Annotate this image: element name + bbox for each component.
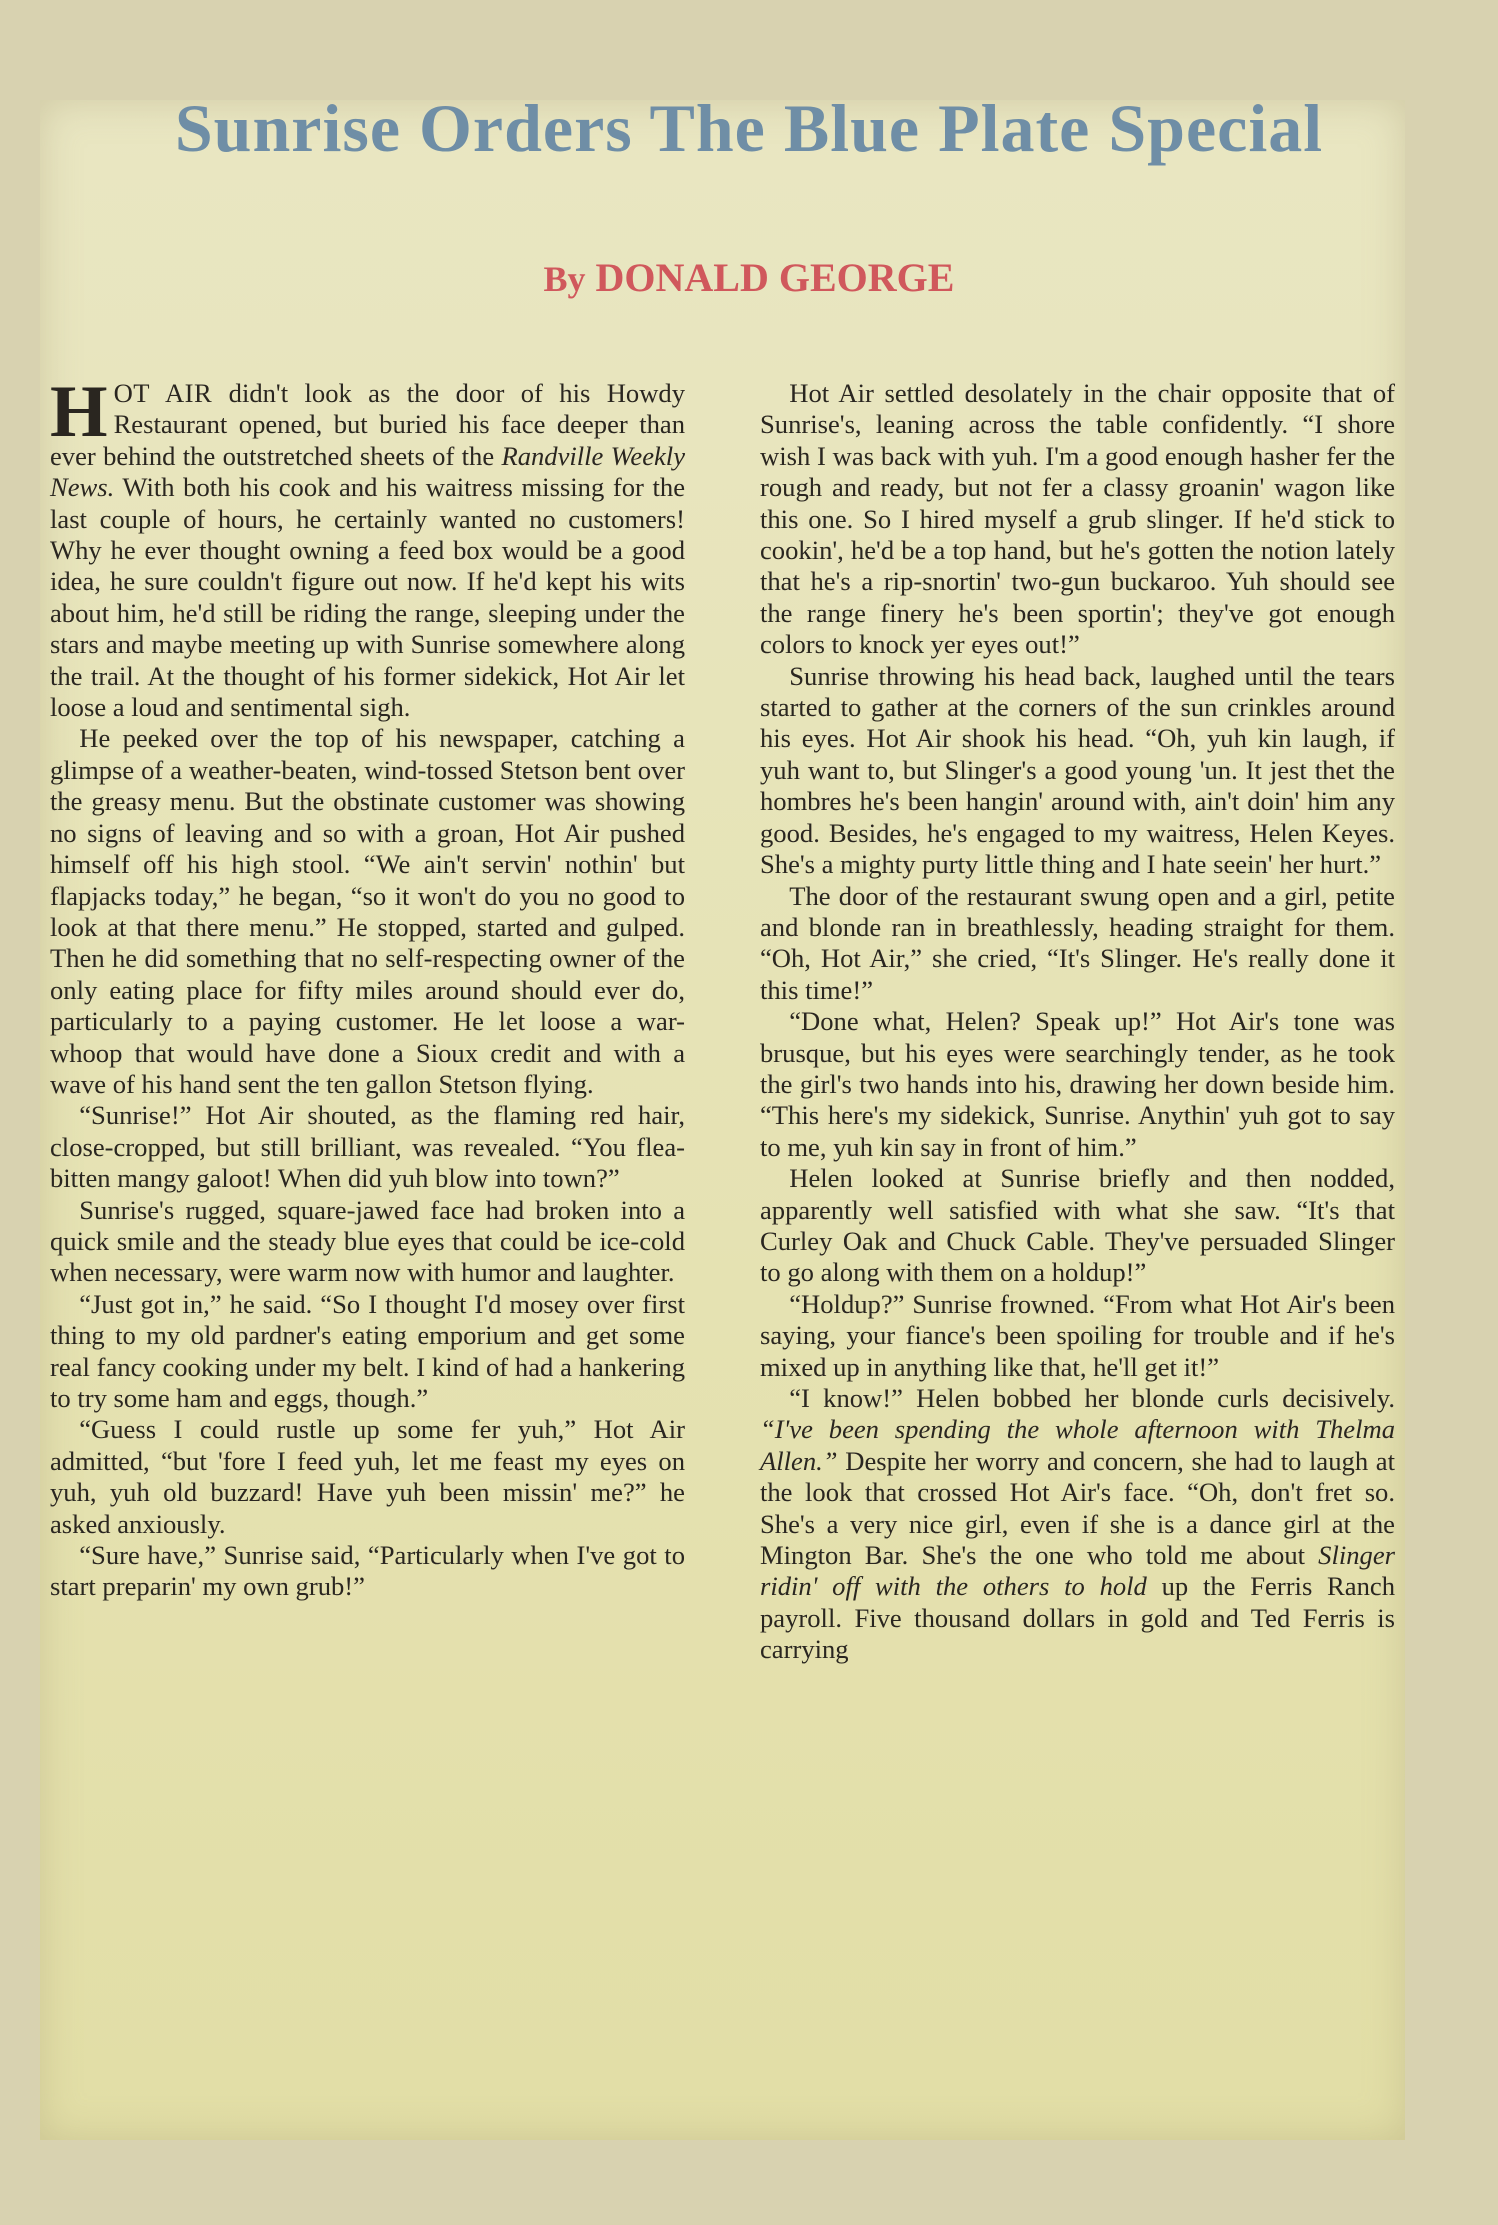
paragraph: Sunrise's rugged, square-jawed face had broken into a quick smile and the steady blue eyes that could be ice-cold when necessary, were warm now with humor and laughter. xyxy=(50,1194,685,1288)
paragraph-text: didn't look as the door of his Howdy Restaurant opened, but buried his face deeper than ever behind the outstretched sheets of the xyxy=(50,378,685,471)
paragraph: “Guess I could rustle up some fer yuh,” Hot Air admitted, “but 'fore I feed yuh, let me feast my eyes on yuh, yuh old buzzard! Have yuh been missin' me?” he asked anxiously. xyxy=(50,1414,685,1539)
paragraph-text: Despite her worry and concern, she had to laugh at the look that crossed Hot Air's face. “Oh, don't fret so. She's a very nice girl, even if she is a dance girl at the Mington Bar. She's the one who told me about xyxy=(760,1445,1395,1571)
paragraph: “Sunrise!” Hot Air shouted, as the flaming red hair, close-cropped, but still brilliant, was revealed. “You flea-bitten mangy galoot! When did yuh blow into town?” xyxy=(50,1100,685,1194)
paragraph: The door of the restaurant swung open and a girl, petite and blonde ran in breathlessly, heading straight for them. “Oh, Hot Air,” she cried, “It's Slinger. He's really done it this time!” xyxy=(760,880,1395,1005)
paragraph: Hot Air settled desolately in the chair opposite that of Sunrise's, leaning across the table confidently. “I shore wish I was back with yuh. I'm a good enough hasher fer the rough and ready, but not fer a classy groanin' wagon like this one. So I hired myself a grub slinger. If he'd stick to cookin', he'd be a top hand, but he's gotten the notion lately that he's a rip-snortin' two-gun buckaroo. Yuh should see the range finery he's been sportin'; they've got enough colors to knock yer eyes out!” xyxy=(760,378,1395,660)
byline-by: By xyxy=(543,259,586,299)
paragraph xyxy=(50,371,685,723)
story-title: Sunrise Orders The Blue Plate Special xyxy=(174,90,1324,166)
paragraph: “Done what, Helen? Speak up!” Hot Air's tone was brusque, but his eyes were searchingly tender, as he took the girl's two hands into his, drawing her down beside him. “This here's my sidekick, Sunrise. Anythin' yuh got to say to me, yuh kin say in front of him.” xyxy=(760,1006,1395,1162)
paragraph-text: “I know!” Helen bobbed her blonde curls decisively. xyxy=(789,1383,1395,1413)
paragraph: Helen looked at Sunrise briefly and then nodded, apparently well satisfied with what she saw. “It's that Curley Oak and Chuck Cable. They've persuaded Slinger to go along with them on a holdup!” xyxy=(760,1163,1395,1288)
right-column xyxy=(760,378,1395,1666)
drop-cap: H xyxy=(50,371,108,453)
italic-text: Slinger ridin' off with the others to hold xyxy=(760,1540,1395,1602)
newspaper-name: Randville Weekly News. xyxy=(50,440,685,503)
paragraph: “Just got in,” he said. “So I thought I'd mosey over first thing to my old pardner's eating emporium and get some real fancy cooking under my belt. I kind of had a hankering to try some ham and eggs, though.” xyxy=(50,1288,685,1413)
small-caps-lead: OT AIR xyxy=(113,378,213,408)
paragraph: “Holdup?” Sunrise frowned. “From what Hot Air's been saying, your fiance's been spoiling for trouble and if he's mixed up in anything like that, he'll get it!” xyxy=(760,1288,1395,1382)
paragraph xyxy=(760,1383,1395,1666)
paragraph-text: With both his cook and his waitress missing for the last couple of hours, he certainly wanted no customers! Why he ever thought owning a feed box would be a good idea, he sure couldn't figure out now. If he'd kept his wits about him, he'd still be riding the range, sleeping under the stars and maybe meeting up with Sunrise somewhere along the trail. At the thought of his former sidekick, Hot Air let loose a loud and sentimental sigh. xyxy=(50,472,685,723)
paragraph: Sunrise throwing his head back, laughed until the tears started to gather at the corners of the sun crinkles around his eyes. Hot Air shook his head. “Oh, yuh kin laugh, if yuh want to, but Slinger's a good young 'un. It jest thet the hombres he's been hangin' around with, ain't doin' him any good. Besides, he's engaged to my waitress, Helen Keyes. She's a mighty purty little thing and I hate seein' her hurt.” xyxy=(760,660,1395,880)
byline xyxy=(0,255,1498,300)
paragraph: He peeked over the top of his newspaper, catching a glimpse of a weather-beaten, wind-tossed Stetson bent over the greasy menu. But the obstinate customer was showing no signs of leaving and so with a groan, Hot Air pushed himself off his high stool. “We ain't servin' nothin' but flapjacks today,” he began, “so it won't do you no good to look at that there menu.” He stopped, started and gulped. Then he did something that no self-respecting owner of the only eating place for fifty miles around should ever do, particularly to a paying customer. He let loose a war-whoop that would have done a Sioux credit and with a wave of his hand sent the ten gallon Stetson flying. xyxy=(50,723,685,1099)
paragraph-text: up the Ferris Ranch payroll. Five thousand dollars in gold and Ted Ferris is carrying xyxy=(760,1571,1395,1665)
italic-text: “I've been spending the whole afternoon with Thelma Allen.” xyxy=(760,1414,1395,1476)
byline-author: DONALD GEORGE xyxy=(595,255,955,300)
paragraph: “Sure have,” Sunrise said, “Particularly when I've got to start preparin' my own grub!” xyxy=(50,1540,685,1602)
left-column xyxy=(50,371,685,1603)
